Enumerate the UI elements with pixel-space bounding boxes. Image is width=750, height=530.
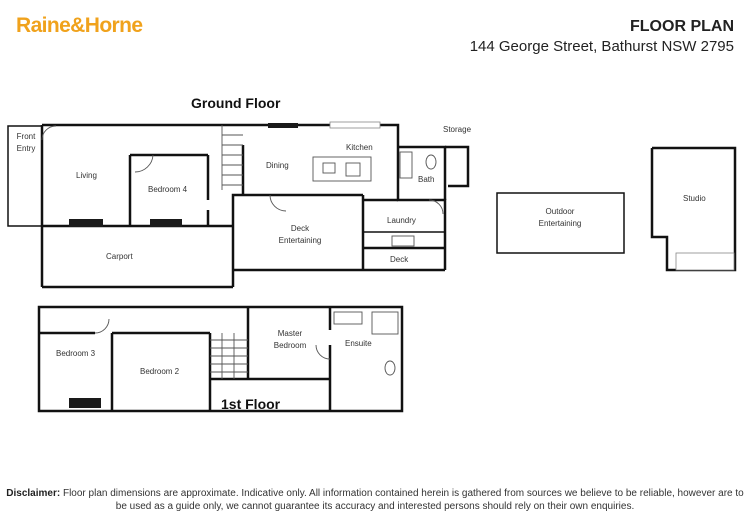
- laundry-tub-icon: [392, 236, 414, 246]
- front-door-swing: [42, 126, 56, 140]
- room-label-bedroom2: Bedroom 2: [140, 367, 180, 376]
- room-label-bedroom3: Bedroom 3: [56, 349, 96, 358]
- bedroom3-fireplace: [69, 398, 101, 408]
- brand-logo: Raine&Horne: [16, 14, 143, 37]
- room-label-laundry: Laundry: [387, 216, 416, 225]
- disclaimer: [0, 487, 750, 513]
- room-label-ensuite: Ensuite: [345, 339, 372, 348]
- disclaimer-label: Disclaimer:: [6, 488, 61, 499]
- room-label-deck: Deck: [390, 255, 409, 264]
- studio-bench: [676, 253, 734, 270]
- room-label-living: Living: [76, 171, 97, 180]
- ensuite-shower: [372, 312, 398, 334]
- toilet-icon: [426, 155, 436, 169]
- living-fireplace: [69, 219, 103, 227]
- ensuite-toilet-icon: [385, 361, 395, 375]
- room-label-bath: Bath: [418, 175, 435, 184]
- first-stairs: [210, 333, 248, 379]
- room-label-deck-entertaining: Deck Entertaining: [278, 224, 322, 245]
- cooktop-icon: [346, 163, 360, 176]
- ensuite-door-swing: [316, 345, 330, 359]
- sink-icon: [323, 163, 335, 173]
- ground-floor-heading: Ground Floor: [191, 95, 281, 111]
- ground-stairs: [222, 125, 243, 190]
- bath-vanity: [400, 152, 412, 178]
- bedroom4-door-swing: [135, 155, 153, 172]
- room-label-studio: Studio: [683, 194, 706, 203]
- laundry-door-swing: [429, 200, 443, 214]
- property-address: 144 George Street, Bathurst NSW 2795: [469, 38, 734, 55]
- page-title: FLOOR PLAN: [630, 18, 734, 35]
- studio-walls: [652, 148, 735, 270]
- disclaimer-text: Floor plan dimensions are approximate. Indicative only. All information contained herein is gathered from sources we believe to be reliable, however are to be used as a guide only, we cannot guarantee its accuracy and interested persons should rely on their own enquiries.: [62, 488, 744, 512]
- room-label-carport: Carport: [106, 252, 133, 261]
- bedroom4-fireplace: [150, 219, 182, 227]
- room-label-outdoor-entertaining: Outdoor Entertaining: [538, 207, 582, 228]
- room-label-kitchen: Kitchen: [346, 143, 373, 152]
- dining-window: [268, 123, 298, 128]
- room-label-master-bedroom: Master Bedroom: [273, 329, 307, 350]
- room-label-storage: Storage: [443, 125, 472, 134]
- ensuite-vanity: [334, 312, 362, 324]
- room-label-front-entry: Front Entry: [16, 132, 36, 153]
- first-floor-heading: 1st Floor: [221, 396, 281, 412]
- room-label-dining: Dining: [266, 161, 289, 170]
- room-label-bedroom4: Bedroom 4: [148, 185, 188, 194]
- kitchen-window: [330, 122, 380, 128]
- kitchen-island: [313, 157, 371, 181]
- bedroom3-door-swing: [95, 319, 109, 333]
- deck-door-swing: [270, 195, 286, 211]
